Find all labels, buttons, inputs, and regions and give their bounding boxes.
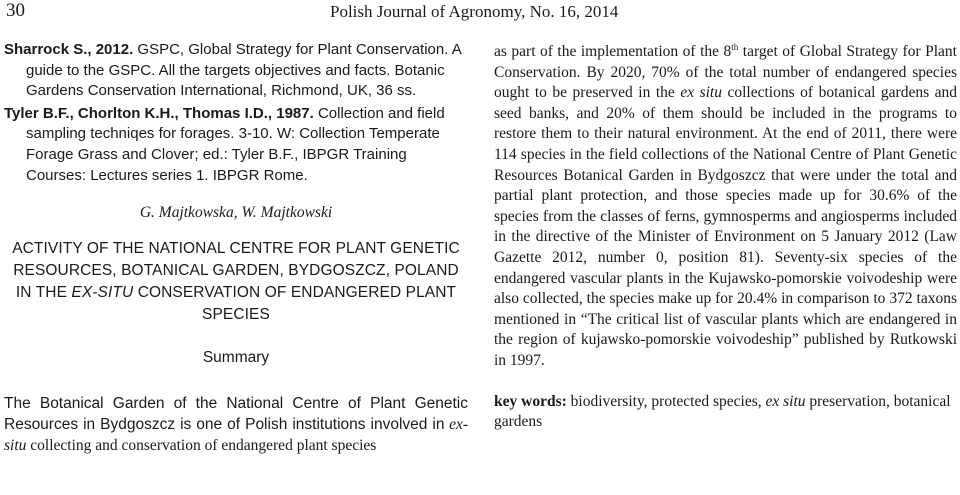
- keywords-label: key words:: [494, 392, 567, 410]
- page-number: 30: [6, 0, 25, 21]
- left-column: [4, 40, 468, 456]
- page-header: [0, 0, 960, 30]
- running-header-journal: Polish Journal of Agronomy, No. 16, 2014: [330, 2, 619, 21]
- reference-text: Collection and field sampling techniqes for forages. 3-10. W: Collection Temperate Forage Grass and Clover; ed.: Tyler B.F., IBPGR Training Courses: Lectures series 1. IBPGR Rome.: [26, 104, 445, 184]
- reference-text: GSPC, Global Strategy for Plant Conservation. A guide to the GSPC. All the targets objectives and facts. Botanic Gardens Conservation International, Richmond, UK, 36 ss.: [26, 41, 461, 100]
- article-authors: G. Majtkowska, W. Majtkowski: [139, 204, 333, 222]
- reference-item: [4, 40, 468, 102]
- summary-heading: Summary: [202, 349, 270, 367]
- article-title: ACTIVITY OF THE NATIONAL CENTRE FOR PLANT GENETIC RESOURCES, BOTANICAL GARDEN, BYDGOSZCZ, POLAND IN THE EX-SITU CONSERVATION OF ENDANGERED PLANT SPECIES: [12, 240, 460, 324]
- keywords: key words: biodiversity, protected species, ex situ preservation, botanical gardens: [494, 392, 951, 431]
- abstract-text: The Botanical Garden of the National Centre of Plant Genetic Resources in Bydgoszcz is one of Polish institutions involved in ex-situ collecting and conservation of endangered plant species: [4, 395, 468, 454]
- right-column: [494, 42, 957, 448]
- title-italic: EX-SITU: [71, 284, 134, 302]
- reference-author: Sharrock S., 2012.: [4, 41, 134, 58]
- reference-author: Tyler B.F., Chorlton K.H., Thomas I.D., 1987.: [4, 104, 314, 122]
- abstract-continuation: as part of the implementation of the 8th target of Global Strategy for Plant Conservation. By 2020, 70% of the total number of endangered species ought to be preserved in the ex situ collections of botanical gardens and seed banks, and 20% of them should be included in the programs to restore them to their natural environment. At the end of 2011, there were 114 species in the field collections of the National Centre of Plant Genetic Resources Botanical Garden in Bydgoszcz that were under the total and partial plant protection, and those species made up for 30.6% of the species from the classes of ferns, gymnosperms and angiosperms included in the directive of the Minister of Environment on 5 January 2012 (Law Gazette 2012, number 0, position 81). Seventy-six species of the endangered vascular plants in the Kujawsko-pomorskie voivodeship were also collected, the species make up for 20.4% in comparison to 372 taxons mentioned in “The critical list of vascular plants which are endangered in the region of kujawsko-pomorskie voivodeship” published by Rutkowski in 1997.: [494, 41, 957, 369]
- reference-item: [4, 104, 468, 186]
